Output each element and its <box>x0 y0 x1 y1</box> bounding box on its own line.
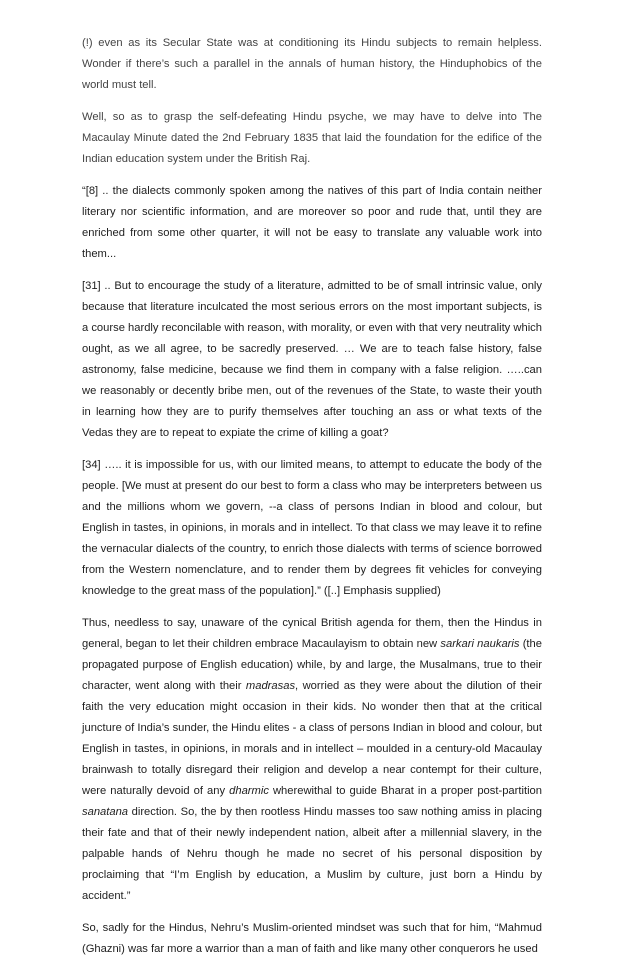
quote-paragraph-8 <box>82 181 542 265</box>
text-run: Thus, needless to say, unaware of the cynical British agenda for them, then the Hindus in general, began to let their children embrace Macaulayism to obtain new <box>82 617 542 650</box>
text-run: “[8] .. the dialects commonly spoken among the natives of this part of India contain neither literary nor scientific information, and are moreover so poor and rude that, until they are enriched from some other quarter, it will not be easy to translate any valuable work into them... <box>82 185 542 260</box>
paragraph-1 <box>82 33 542 96</box>
italic-term: dharmic <box>229 785 269 797</box>
italic-term: sanatana <box>82 806 129 818</box>
text-run: [31] .. But to encourage the study of a literature, admitted to be of small intrinsic value, only because that literature inculcated the most serious errors on the most important subjects, is a course hardly reconcilable with reason, with morality, or even with that very neutrality which ought, as we all agree, to be sacredly preserved. … We are to teach false history, false astronomy, false medicine, because we find them in company with a false religion. …..can we reasonably or decently bribe men, out of the revenues of the State, to waste their youth in learning how they are to purify themselves after touching an ass or what texts of the Vedas they are to repeat to expiate the crime of killing a goat? <box>82 280 542 439</box>
text-run: [34] ….. it is impossible for us, with our limited means, to attempt to educate the body of the people. [We must at present do our best to form a class who may be interpreters between us and the millions whom we govern, --a class of persons Indian in blood and colour, but English in tastes, in opinions, in morals and in intellect. To that class we may leave it to refine the vernacular dialects of the country, to enrich those dialects with terms of science borrowed from the Western nomenclature, and to render them by degrees fit vehicles for conveying knowledge to the great mass of the population].” ([..] Emphasis supplied) <box>82 459 542 597</box>
text-run: (!) even as its Secular State was at conditioning its Hindu subjects to remain helpless. Wonder if there’s such a parallel in the annals of human history, the Hinduphobics of the world must tell. <box>82 37 542 91</box>
paragraph-macaulayism <box>82 613 542 907</box>
italic-term: madrasas <box>245 680 296 692</box>
paragraph-2 <box>82 107 542 170</box>
text-run: So, sadly for the Hindus, Nehru’s Muslim-oriented mindset was such that for him, “Mahmud (Ghazni) was far more a warrior than a man of faith and like many other conquerors he used <box>82 922 542 955</box>
document-page <box>82 33 542 971</box>
text-run: Well, so as to grasp the self-defeating Hindu psyche, we may have to delve into The Macaulay Minute dated the 2nd February 1835 that laid the foundation for the edifice of the Indian education system under the British Raj. <box>82 111 542 165</box>
italic-term: sarkari naukaris <box>440 638 520 650</box>
text-run: wherewithal to guide Bharat in a proper post-partition <box>268 785 542 797</box>
paragraph-nehru <box>82 918 542 960</box>
quote-paragraph-31 <box>82 276 542 444</box>
text-run: , worried as they were about the dilution of their faith the very education might occasion in their kids. No wonder then that at the critical juncture of India’s sunder, the Hindu elites - a class of persons Indian in blood and colour, but English in tastes, in opinions, in morals and in intellect – moulded in a century-old Macaulay brainwash to totally disregard their religion and develop a near contempt for their culture, were naturally devoid of any <box>82 680 543 797</box>
quote-paragraph-34 <box>82 455 542 602</box>
text-run: direction. So, the by then rootless Hindu masses too saw nothing amiss in placing their fate and that of their newly independent nation, albeit after a millennial slavery, in the palpable hands of Nehru though he made no secret of his personal disposition by proclaiming that “I’m English by education, a Muslim by culture, just born a Hindu by accident.” <box>82 806 542 902</box>
text-run: (the propagated purpose of English education) while, by and large, the Musalmans, true to their character, went along with their <box>82 638 542 692</box>
